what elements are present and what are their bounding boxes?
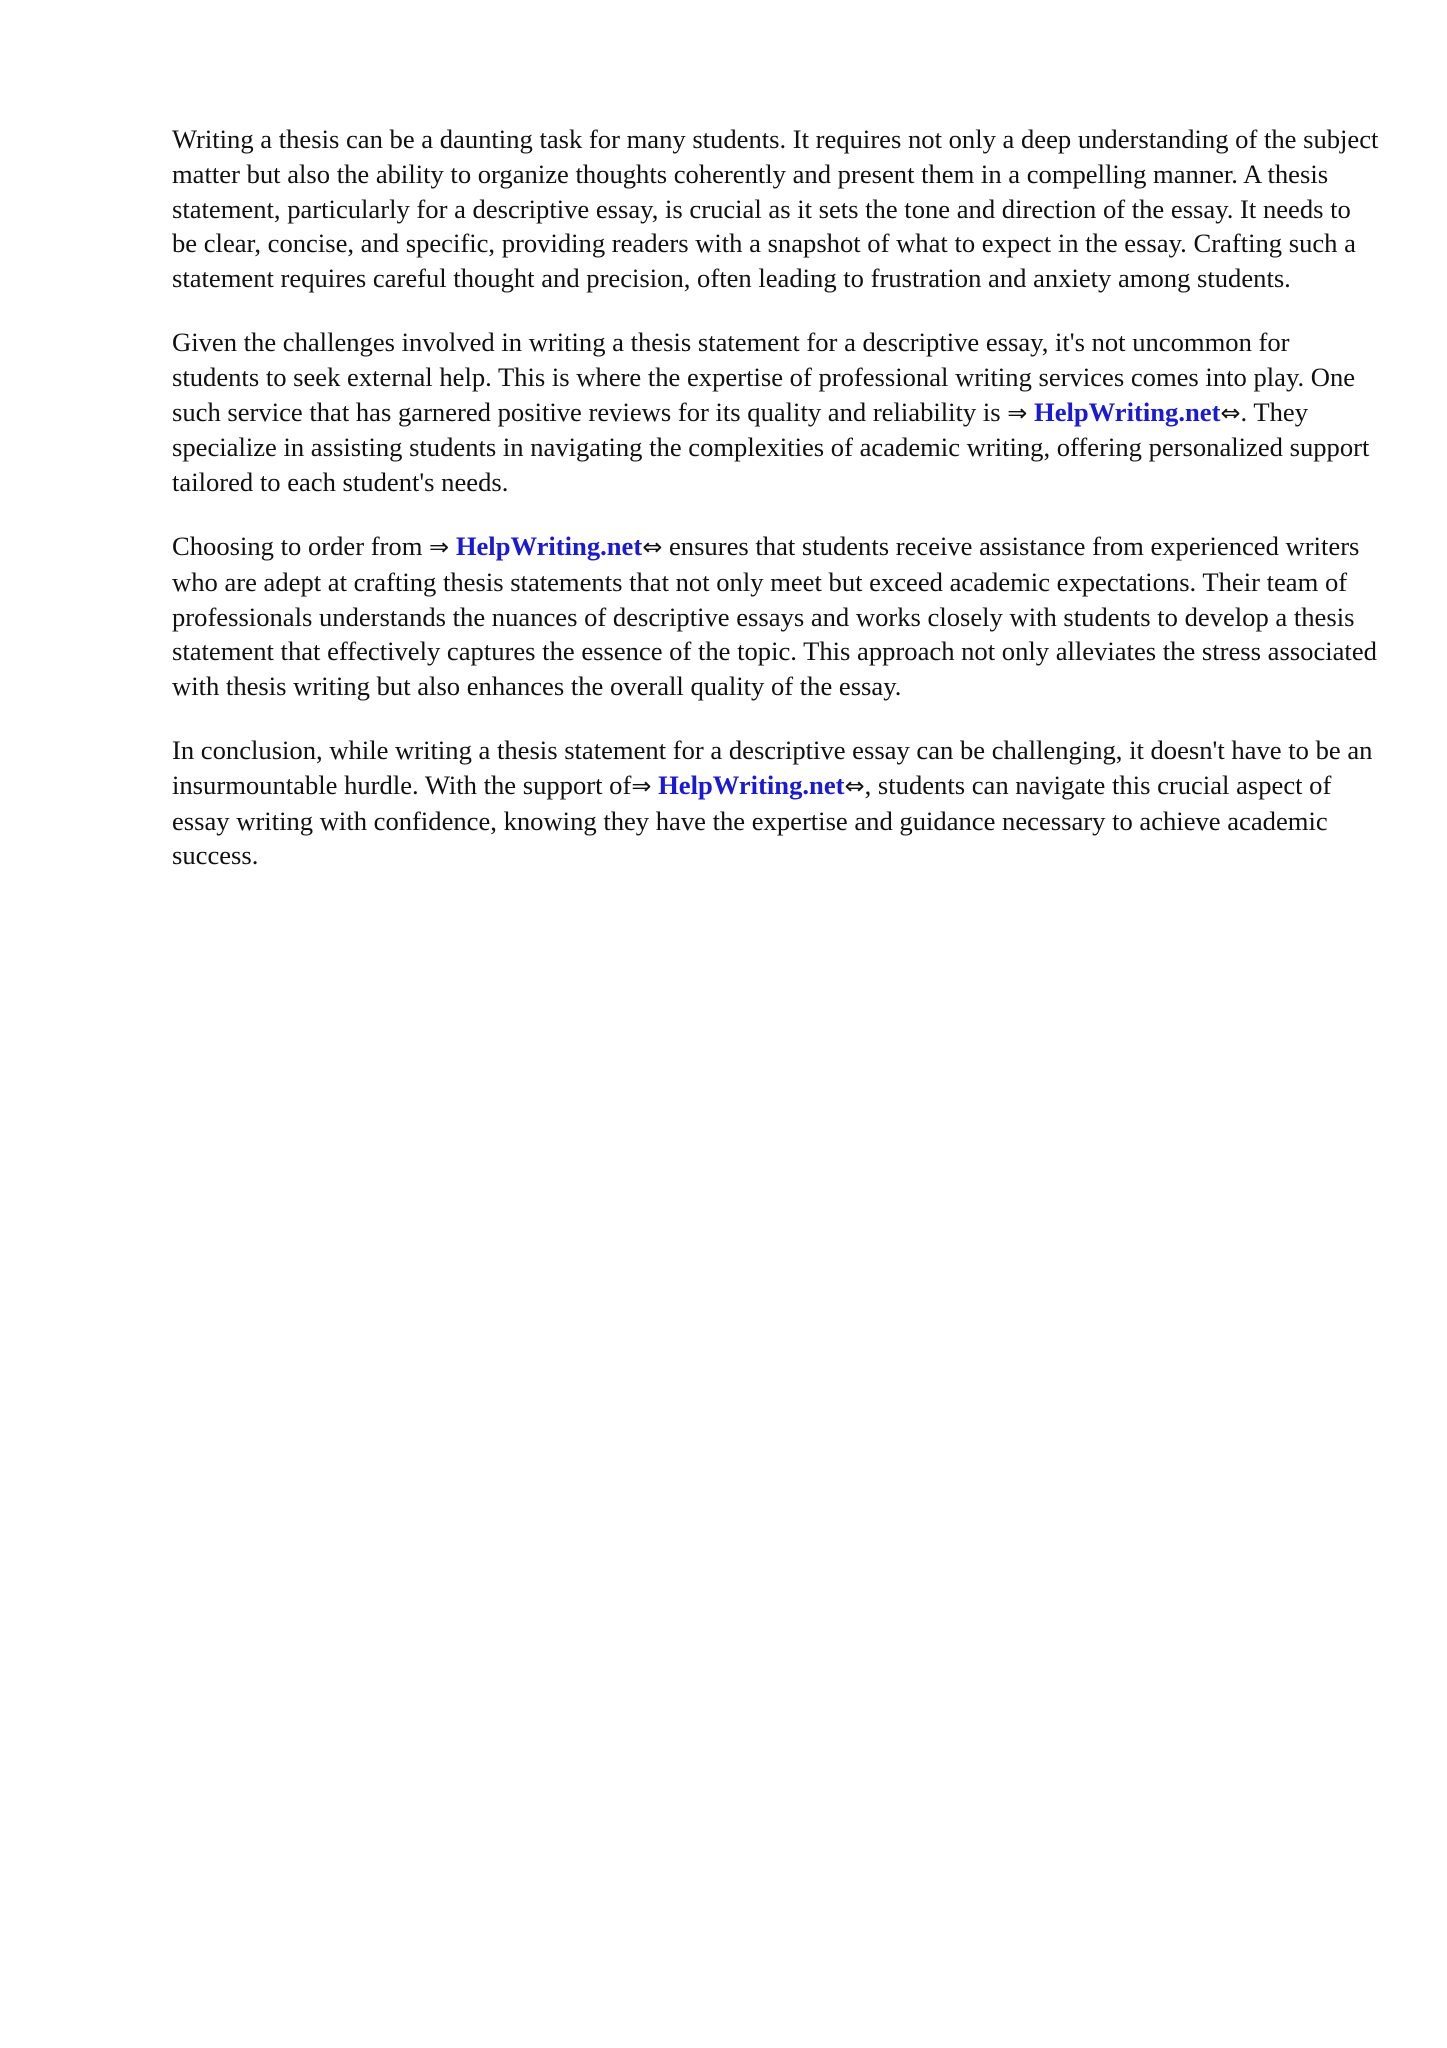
paragraph-2-text-after: . They specialize in assisting students in navigating the complexities of academic writing, offering personalized support tailored to each student's needs.: [172, 396, 1370, 498]
paragraph-3-text-after: ensures that students receive assistance from experienced writers who are adept at crafting thesis statements that not only meet but exceed academic expectations. Their team of professionals understands the nuances of descriptive essays and works closely with students to develop a thesis statement that effectively captures the essence of the topic. This approach not only alleviates the stress associated with thesis writing but also enhances the overall quality of the essay.: [172, 530, 1377, 702]
right-arrow-icon: ⇒: [631, 771, 652, 800]
paragraph-3-text-before: Choosing to order from: [172, 530, 430, 561]
right-arrow-icon: ⇒: [429, 532, 450, 561]
paragraph-2-text-before: Given the challenges involved in writing a thesis statement for a descriptive essay, it's not uncommon for students to seek external help. This is where the expertise of professional writing services comes into play. One such service that has garnered positive reviews for its quality and reliability is: [172, 326, 1356, 427]
paragraph-4-text-before: In conclusion, while writing a thesis statement for a descriptive essay can be challenging, it doesn't have to be an insurmountable hurdle. With the support of: [172, 734, 1373, 800]
paragraph-3: [172, 529, 1382, 704]
paragraph-1-text: Writing a thesis can be a daunting task for many students. It requires not only a deep understanding of the subject matter but also the ability to organize thoughts coherently and present them in a compelling manner. A thesis statement, particularly for a descriptive essay, is crucial as it sets the tone and direction of the essay. It needs to be clear, concise, and specific, providing readers with a snapshot of what to expect in the essay. Crafting such a statement requires careful thought and precision, often leading to frustration and anxiety among students.: [172, 124, 1379, 294]
document-body: [172, 122, 1382, 902]
double-arrow-icon: ⇔: [642, 532, 663, 561]
double-arrow-icon: ⇔: [1220, 398, 1241, 427]
paragraph-4: [172, 733, 1382, 873]
paragraph-1: [172, 122, 1382, 296]
helpwriting-link[interactable]: HelpWriting.net: [455, 530, 643, 561]
right-arrow-icon: ⇒: [1007, 398, 1028, 427]
paragraph-4-text-after: , students can navigate this crucial aspect of essay writing with confidence, knowing they have the expertise and guidance necessary to achieve academic success.: [172, 769, 1332, 871]
helpwriting-link[interactable]: HelpWriting.net: [1034, 396, 1221, 427]
paragraph-2: [172, 325, 1382, 500]
double-arrow-icon: ⇔: [844, 771, 865, 800]
helpwriting-link[interactable]: HelpWriting.net: [658, 769, 845, 800]
